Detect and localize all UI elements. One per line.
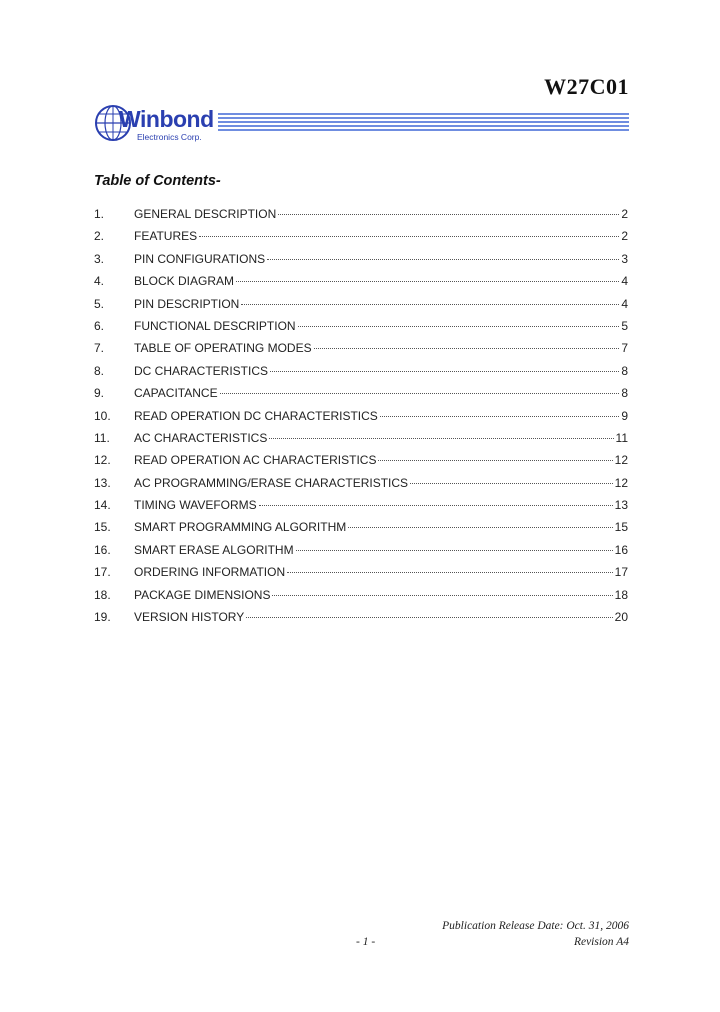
toc-list bbox=[94, 207, 628, 632]
toc-item[interactable] bbox=[94, 364, 628, 386]
toc-item-page: 4 bbox=[621, 274, 628, 289]
toc-item[interactable] bbox=[94, 252, 628, 274]
toc-item-label: TIMING WAVEFORMS bbox=[134, 498, 257, 513]
toc-item-label: READ OPERATION DC CHARACTERISTICS bbox=[134, 408, 378, 423]
toc-item-number: 1. bbox=[94, 207, 105, 221]
toc-item-number: 12. bbox=[94, 453, 111, 468]
toc-leader-dots bbox=[378, 460, 612, 461]
toc-item-label: TABLE OF OPERATING MODES bbox=[134, 341, 312, 356]
toc-title: Table of Contents- bbox=[94, 173, 221, 189]
toc-item-number: 10. bbox=[94, 408, 111, 423]
toc-leader-dots bbox=[246, 617, 612, 618]
toc-item-label: SMART PROGRAMMING ALGORITHM bbox=[134, 520, 347, 535]
toc-item[interactable] bbox=[94, 453, 628, 475]
toc-item-page: 13 bbox=[614, 498, 628, 513]
toc-leader-dots bbox=[267, 259, 619, 260]
toc-item-number: 16. bbox=[94, 542, 111, 557]
toc-item-page: 5 bbox=[621, 318, 628, 333]
toc-item-page: 17 bbox=[614, 565, 628, 580]
toc-item-number: 19. bbox=[94, 610, 111, 625]
toc-item[interactable] bbox=[94, 229, 628, 251]
page-number: - 1 - bbox=[356, 936, 376, 948]
toc-item-number: 11. bbox=[94, 430, 110, 445]
toc-item-page: 18 bbox=[614, 587, 628, 602]
toc-leader-dots bbox=[220, 393, 620, 394]
logo-subtitle: Electronics Corp. bbox=[137, 132, 202, 142]
toc-item-page: 20 bbox=[614, 610, 628, 625]
toc-item-page: 3 bbox=[621, 251, 628, 266]
toc-leader-dots bbox=[199, 236, 619, 237]
toc-leader-dots bbox=[241, 304, 619, 305]
toc-item-page: 12 bbox=[614, 453, 628, 468]
toc-item-label: BLOCK DIAGRAM bbox=[134, 274, 235, 289]
toc-item-label: READ OPERATION AC CHARACTERISTICS bbox=[134, 453, 377, 468]
toc-item-number: 13. bbox=[94, 475, 111, 490]
toc-item-page: 8 bbox=[621, 386, 628, 401]
toc-item[interactable] bbox=[94, 207, 628, 229]
toc-leader-dots bbox=[272, 595, 612, 596]
toc-leader-dots bbox=[314, 348, 620, 349]
logo-wordmark: Winbond bbox=[119, 106, 214, 132]
toc-item-label: PIN CONFIGURATIONS bbox=[134, 251, 266, 266]
toc-item[interactable] bbox=[94, 543, 628, 565]
toc-item-label: VERSION HISTORY bbox=[134, 610, 245, 625]
toc-item-number: 15. bbox=[94, 520, 111, 535]
toc-item-page: 4 bbox=[621, 296, 628, 311]
toc-item-page: 16 bbox=[614, 542, 628, 557]
toc-item-number: 6. bbox=[94, 318, 105, 333]
header-rule bbox=[218, 113, 629, 133]
toc-item-page: 12 bbox=[614, 475, 628, 490]
toc-item-number: 9. bbox=[94, 386, 105, 401]
toc-item-label: PIN DESCRIPTION bbox=[134, 296, 240, 311]
toc-item[interactable] bbox=[94, 476, 628, 498]
toc-leader-dots bbox=[270, 371, 619, 372]
toc-item-page: 15 bbox=[614, 520, 628, 535]
toc-item-label: FUNCTIONAL DESCRIPTION bbox=[134, 318, 296, 333]
toc-item-number: 17. bbox=[94, 565, 111, 580]
toc-item-label: GENERAL DESCRIPTION bbox=[134, 207, 277, 221]
toc-item-label: AC PROGRAMMING/ERASE CHARACTERISTICS bbox=[134, 475, 409, 490]
toc-leader-dots bbox=[236, 281, 619, 282]
toc-leader-dots bbox=[298, 326, 620, 327]
revision-label: Revision A4 bbox=[573, 936, 629, 948]
toc-leader-dots bbox=[296, 550, 613, 551]
toc-leader-dots bbox=[259, 505, 613, 506]
toc-item[interactable] bbox=[94, 319, 628, 341]
toc-leader-dots bbox=[269, 438, 613, 439]
toc-item-label: PACKAGE DIMENSIONS bbox=[134, 587, 271, 602]
toc-item[interactable] bbox=[94, 588, 628, 610]
toc-item[interactable] bbox=[94, 520, 628, 542]
toc-item-page: 9 bbox=[621, 408, 628, 423]
toc-item-number: 7. bbox=[94, 341, 105, 356]
toc-item-number: 4. bbox=[94, 274, 105, 289]
toc-item-label: AC CHARACTERISTICS bbox=[134, 430, 268, 445]
toc-item-label: ORDERING INFORMATION bbox=[134, 565, 286, 580]
toc-leader-dots bbox=[348, 527, 612, 528]
toc-item[interactable] bbox=[94, 386, 628, 408]
toc-item[interactable] bbox=[94, 565, 628, 587]
toc-item-page: 8 bbox=[621, 363, 628, 378]
toc-item-page: 2 bbox=[621, 207, 628, 221]
part-number: W27C01 bbox=[544, 74, 629, 99]
toc-item-label: SMART ERASE ALGORITHM bbox=[134, 542, 294, 557]
toc-leader-dots bbox=[287, 572, 613, 573]
toc-item-number: 8. bbox=[94, 363, 105, 378]
toc-item-number: 5. bbox=[94, 296, 105, 311]
toc-item-page: 7 bbox=[621, 341, 628, 356]
toc-item-page: 2 bbox=[621, 229, 628, 244]
toc-item-number: 2. bbox=[94, 229, 105, 244]
toc-item-label: DC CHARACTERISTICS bbox=[134, 363, 269, 378]
toc-item-number: 3. bbox=[94, 251, 105, 266]
toc-item-page: 11 bbox=[615, 430, 628, 445]
toc-item-number: 14. bbox=[94, 498, 111, 513]
toc-item[interactable] bbox=[94, 341, 628, 363]
publication-release-date: Publication Release Date: Oct. 31, 2006 bbox=[442, 920, 629, 932]
toc-item[interactable] bbox=[94, 297, 628, 319]
toc-item-number: 18. bbox=[94, 587, 111, 602]
toc-leader-dots bbox=[380, 416, 620, 417]
toc-item[interactable] bbox=[94, 498, 628, 520]
toc-leader-dots bbox=[278, 214, 619, 215]
winbond-logo bbox=[94, 103, 218, 145]
toc-item-label: FEATURES bbox=[134, 229, 198, 244]
toc-item[interactable] bbox=[94, 610, 628, 632]
toc-item[interactable] bbox=[94, 431, 628, 453]
toc-item[interactable] bbox=[94, 274, 628, 296]
toc-item[interactable] bbox=[94, 409, 628, 431]
toc-item-label: CAPACITANCE bbox=[134, 386, 218, 401]
toc-leader-dots bbox=[410, 483, 613, 484]
